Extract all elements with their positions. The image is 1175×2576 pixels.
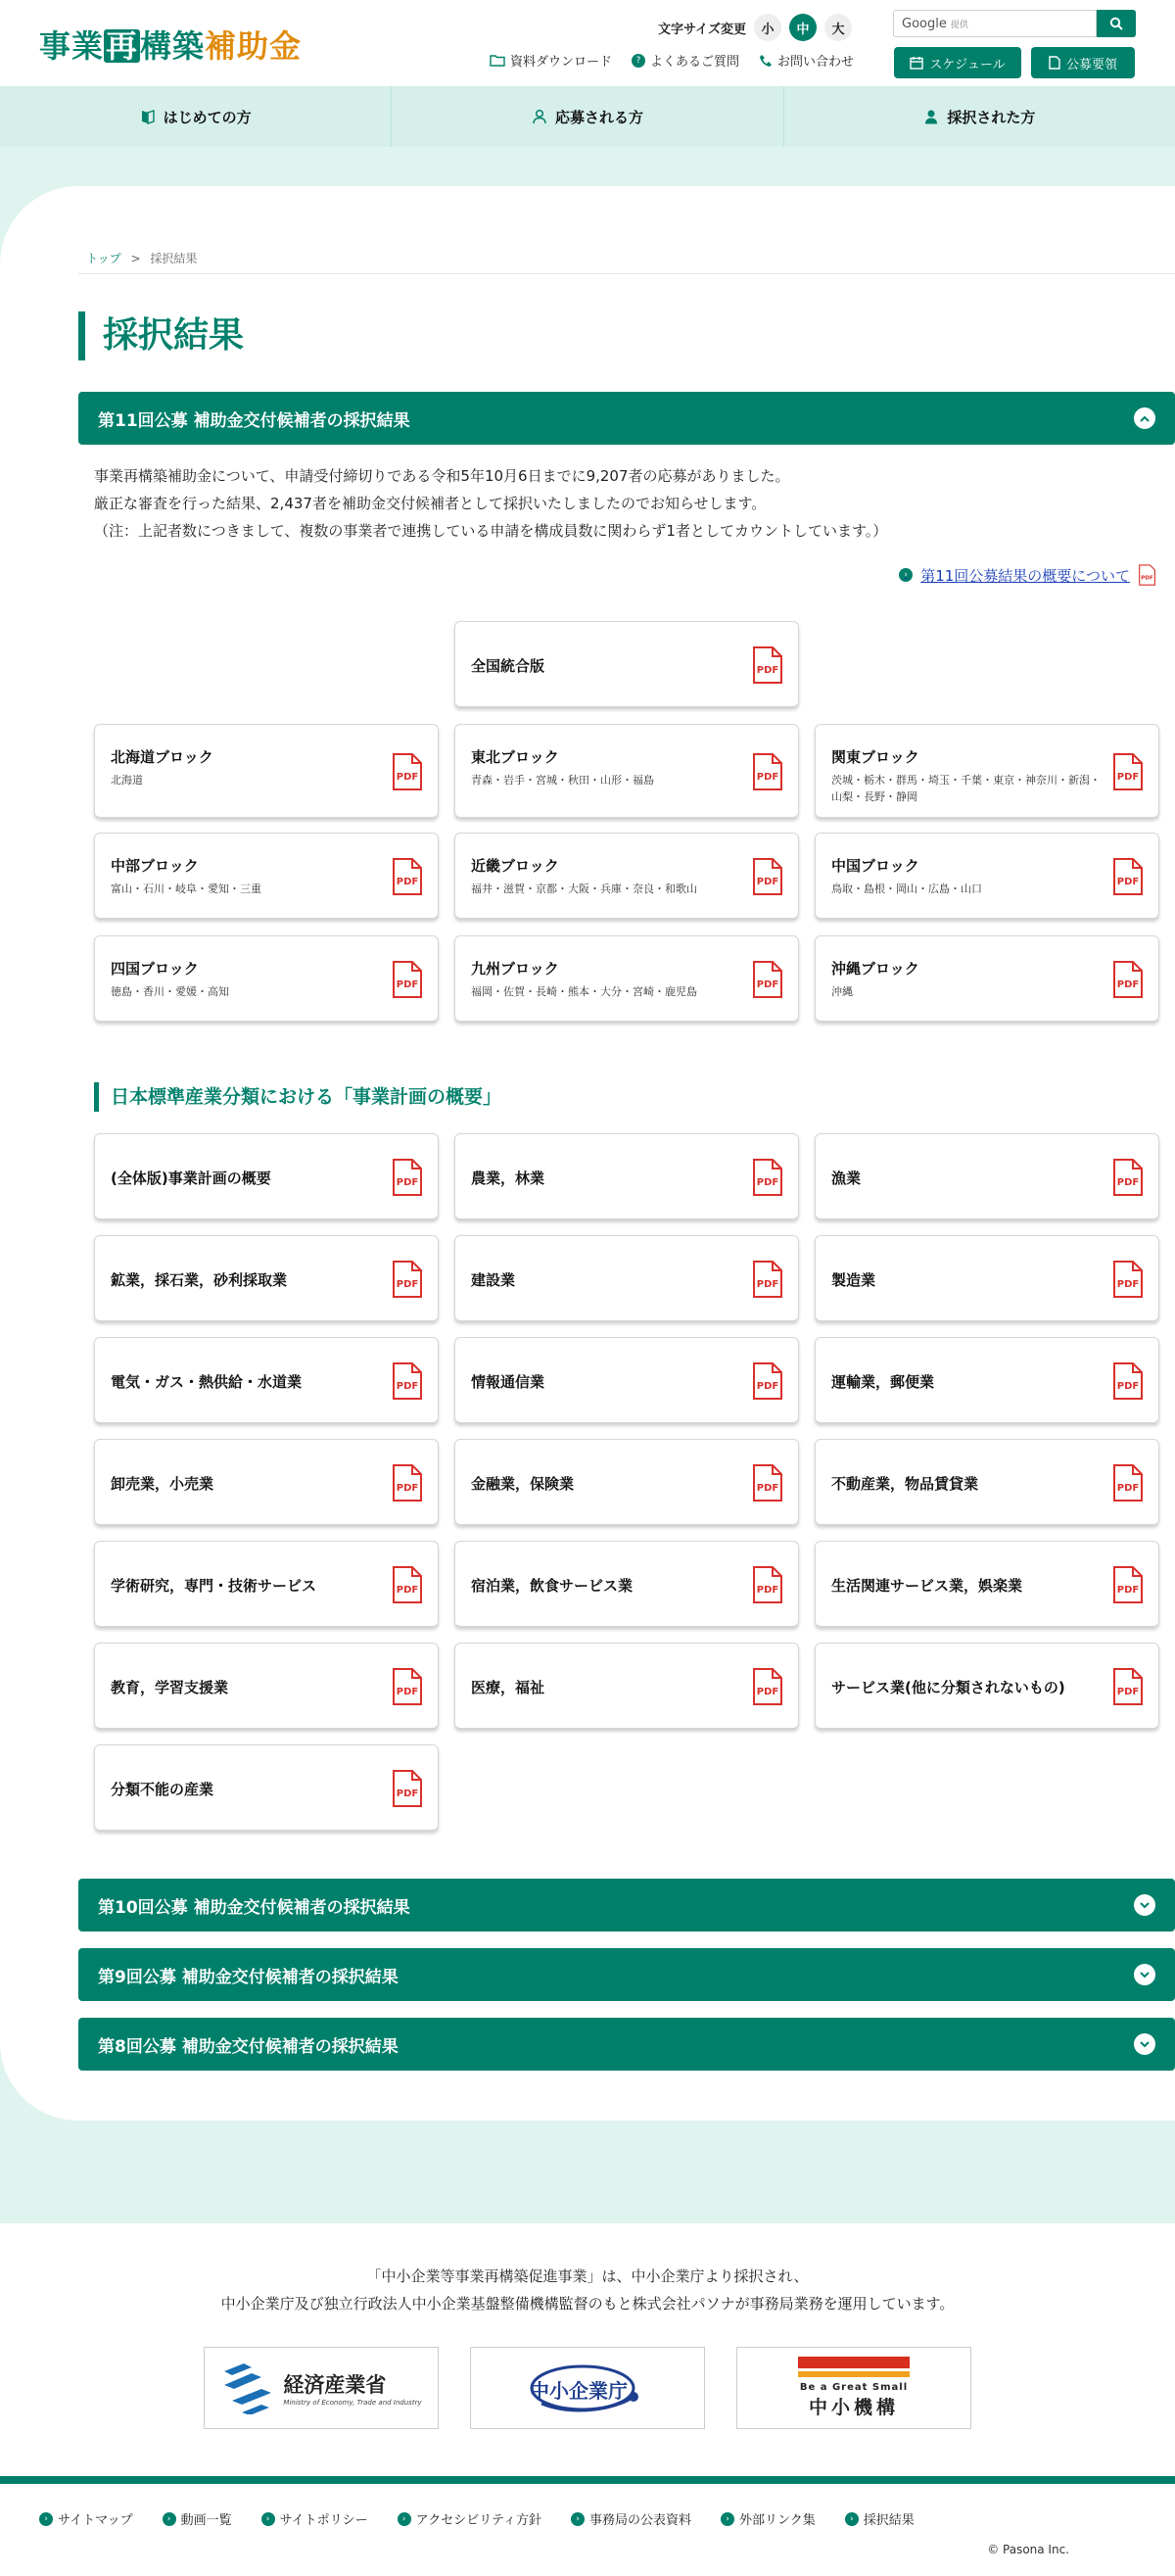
card-title: 全国統合版: [471, 657, 545, 675]
page-title: 採択結果: [78, 311, 244, 360]
svg-text:PDF: PDF: [396, 1585, 419, 1596]
chevron-down-icon: [1134, 2033, 1155, 2055]
search-icon: [1109, 17, 1123, 30]
svg-text:PDF: PDF: [756, 1177, 779, 1188]
accordion-round-11[interactable]: 第11回公募 補助金交付候補者の採択結果: [78, 392, 1175, 445]
pdf-card-industry[interactable]: [815, 1235, 1159, 1321]
breadcrumb-home[interactable]: トップ: [86, 252, 121, 265]
pdf-icon: [1111, 1362, 1143, 1400]
svg-text:PDF: PDF: [1116, 1483, 1140, 1494]
pdf-icon: [751, 858, 782, 895]
pdf-card-industry[interactable]: [454, 1337, 799, 1423]
pdf-card-industry[interactable]: [94, 1235, 439, 1321]
intro-text: 事業再構築補助金について、申請受付締切りである令和5年10月6日までに9,207者の応募がありました。 厳正な審査を行った結果、2,437者を補助金交付候補者として採択いたしましたのでお知らせします。 （注：上記者数につきまして、複数の事業者で連携している申請を構成員数に関わらず1者としてカウントしています。）: [94, 467, 888, 540]
arrow-circle-icon: ›: [39, 2512, 53, 2526]
card-title: 近畿ブロック: [471, 857, 559, 875]
svg-text:PDF: PDF: [1116, 979, 1140, 990]
card-title: 中国ブロック: [831, 857, 919, 875]
card-title: 関東ブロック: [831, 748, 919, 766]
svg-text:PDF: PDF: [756, 1585, 779, 1596]
card-title: 北海道ブロック: [111, 748, 213, 766]
accordion-round-9[interactable]: 第9回公募 補助金交付候補者の採択結果: [78, 1948, 1175, 2001]
font-size-medium-button[interactable]: 中: [789, 14, 817, 41]
pdf-card-block[interactable]: [94, 724, 439, 818]
faq-link[interactable]: ? よくあるご質問: [632, 51, 739, 70]
font-size-large-button[interactable]: 大: [824, 14, 852, 41]
pdf-icon: [391, 753, 422, 790]
card-subtitle: 鳥取・島根・岡山・広島・山口: [831, 883, 982, 895]
nav-item-adopted[interactable]: 採択された方: [784, 86, 1175, 147]
svg-text:PDF: PDF: [396, 979, 419, 990]
download-link[interactable]: 資料ダウンロード: [490, 51, 612, 70]
card-subtitle: 富山・石川・岐阜・愛知・三重: [111, 883, 261, 895]
card-subtitle: 徳島・香川・愛媛・高知: [111, 985, 229, 998]
svg-text:PDF: PDF: [756, 1687, 779, 1697]
card-subtitle: 福岡・佐賀・長崎・熊本・大分・宮崎・鹿児島: [471, 985, 697, 998]
font-size-small-button[interactable]: 小: [754, 14, 781, 41]
pdf-icon: [1111, 961, 1143, 998]
pdf-icon: [751, 1566, 782, 1603]
card-title: 建設業: [471, 1271, 516, 1289]
pdf-card-block[interactable]: [94, 935, 439, 1022]
contact-link[interactable]: お問い合わせ: [759, 51, 854, 70]
card-title: 不動産業，物品賃貸業: [831, 1475, 979, 1493]
card-subtitle: 沖縄: [831, 985, 853, 998]
svg-text:PDF: PDF: [1116, 877, 1140, 887]
pdf-card-block[interactable]: [454, 935, 799, 1022]
question-icon: ?: [632, 54, 645, 68]
pdf-icon: [391, 1566, 422, 1603]
card-title: 学術研究，専門・技術サービス: [111, 1577, 317, 1595]
card-title: 四国ブロック: [111, 960, 199, 978]
breadcrumb: トップ > 採択結果: [86, 252, 198, 265]
document-icon: [1049, 56, 1060, 70]
chevron-down-icon: [1134, 1894, 1155, 1916]
pdf-icon: [751, 646, 782, 684]
meti-logo-icon: [220, 2361, 275, 2414]
card-title: 生活関連サービス業，娯楽業: [831, 1577, 1023, 1595]
card-subtitle: 福井・滋賀・京都・大阪・兵庫・奈良・和歌山: [471, 883, 697, 895]
pdf-card-industry[interactable]: [454, 1235, 799, 1321]
card-subtitle: 北海道: [111, 774, 143, 787]
card-subtitle: 茨城・栃木・群馬・埼玉・千葉・東京・神奈川・新潟・山梨・長野・静岡: [831, 774, 1101, 803]
card-title: 製造業: [831, 1271, 876, 1289]
svg-text:PDF: PDF: [1116, 1585, 1140, 1596]
svg-text:PDF: PDF: [396, 1483, 419, 1494]
accordion-round-10[interactable]: 第10回公募 補助金交付候補者の採択結果: [78, 1879, 1175, 1932]
pdf-icon: [1111, 1566, 1143, 1603]
font-size-label: 文字サイズ変更: [658, 22, 746, 37]
footer-bar: [0, 2476, 1175, 2484]
footer-link[interactable]: › アクセシビリティ方針: [398, 2509, 541, 2528]
phone-icon: [759, 54, 773, 68]
pdf-card-industry[interactable]: [454, 1541, 799, 1627]
card-title: 宿泊業，飲食サービス業: [471, 1577, 634, 1595]
search-button[interactable]: [1097, 10, 1136, 37]
pdf-card-industry[interactable]: [94, 1133, 439, 1219]
copyright: © Pasona Inc.: [987, 2543, 1069, 2556]
pdf-card-industry[interactable]: [94, 1744, 439, 1831]
book-icon: [140, 109, 156, 124]
pdf-card-industry[interactable]: [94, 1337, 439, 1423]
folder-icon: [490, 54, 505, 67]
footer-link[interactable]: › サイトポリシー: [261, 2509, 368, 2528]
arrow-circle-icon: ›: [261, 2512, 275, 2526]
industry-heading: 日本標準産業分類における「事業計画の概要」: [94, 1082, 501, 1112]
pdf-icon: [391, 961, 422, 998]
pdf-card-national[interactable]: [454, 621, 799, 707]
chusho-logo-link[interactable]: 中小企業庁: [470, 2347, 705, 2429]
card-title: 分類不能の産業: [111, 1781, 214, 1798]
pdf-icon: [391, 1159, 422, 1196]
pdf-card-industry[interactable]: [815, 1541, 1159, 1627]
card-title: 沖縄ブロック: [831, 960, 919, 978]
svg-text:PDF: PDF: [756, 979, 779, 990]
arrow-circle-icon: ›: [721, 2512, 734, 2526]
card-title: 卸売業，小売業: [111, 1475, 214, 1493]
search-input[interactable]: Google 提供: [893, 10, 1097, 37]
user-icon: [923, 109, 939, 124]
card-title: サービス業(他に分類されないもの): [831, 1679, 1065, 1696]
nav-item-beginners[interactable]: はじめての方: [0, 86, 392, 147]
svg-text:PDF: PDF: [1116, 772, 1140, 783]
svg-text:PDF: PDF: [1141, 575, 1153, 582]
pdf-card-industry[interactable]: [815, 1337, 1159, 1423]
nav-item-applicants[interactable]: 応募される方: [392, 86, 783, 147]
svg-text:PDF: PDF: [1116, 1381, 1140, 1392]
card-title: 漁業: [831, 1169, 862, 1187]
smrj-logo-link[interactable]: Be a Great Small 中小機構: [736, 2347, 971, 2429]
pdf-icon: [751, 1362, 782, 1400]
pdf-card-block[interactable]: [815, 935, 1159, 1022]
arrow-circle-icon: ›: [571, 2512, 585, 2526]
accordion-round-8[interactable]: 第8回公募 補助金交付候補者の採択結果: [78, 2018, 1175, 2071]
pdf-icon: [391, 1464, 422, 1502]
site-header: [0, 0, 1175, 86]
breadcrumb-divider: [78, 273, 1175, 274]
pdf-icon: [391, 1668, 422, 1705]
smrj-stripe-icon: [798, 2357, 910, 2368]
pdf-icon: [751, 753, 782, 790]
font-size-switcher: [658, 14, 852, 41]
pdf-icon: [1111, 1464, 1143, 1502]
card-title: 九州ブロック: [471, 960, 559, 978]
footer-link[interactable]: › 採択結果: [845, 2509, 915, 2528]
card-title: (全体版)事業計画の概要: [111, 1169, 271, 1187]
card-title: 医療，福祉: [471, 1679, 545, 1696]
footer-link[interactable]: › 事務局の公表資料: [571, 2509, 691, 2528]
chevron-down-icon: [1134, 1964, 1155, 1985]
svg-text:PDF: PDF: [756, 1381, 779, 1392]
footer-link[interactable]: › 外部リンク集: [721, 2509, 816, 2528]
pdf-card-industry[interactable]: [454, 1133, 799, 1219]
card-title: 東北ブロック: [471, 748, 559, 766]
guidelines-button[interactable]: 公募要領: [1031, 47, 1135, 78]
breadcrumb-current: 採択結果: [150, 252, 198, 265]
pdf-icon: [391, 1261, 422, 1298]
svg-text:PDF: PDF: [756, 1483, 779, 1494]
svg-text:PDF: PDF: [1116, 1687, 1140, 1697]
card-title: 鉱業，採石業，砂利採取業: [111, 1271, 288, 1289]
svg-text:PDF: PDF: [396, 1789, 419, 1799]
pdf-card-industry[interactable]: [94, 1643, 439, 1729]
meti-logo-link[interactable]: 経済産業省 Ministry of Economy, Trade and Industry: [204, 2347, 439, 2429]
chevron-up-icon: [1134, 407, 1155, 429]
card-title: 中部ブロック: [111, 857, 199, 875]
card-title: 電気・ガス・熱供給・水道業: [111, 1373, 303, 1391]
card-title: 教育，学習支援業: [111, 1679, 229, 1696]
pdf-card-industry[interactable]: [815, 1643, 1159, 1729]
pdf-card-block[interactable]: [815, 833, 1159, 919]
svg-text:PDF: PDF: [1116, 1279, 1140, 1290]
svg-text:PDF: PDF: [396, 1381, 419, 1392]
svg-text:PDF: PDF: [756, 877, 779, 887]
pdf-icon: [391, 1362, 422, 1400]
svg-text:PDF: PDF: [756, 1279, 779, 1290]
global-nav: [0, 86, 1175, 147]
pdf-small-icon: [1138, 564, 1155, 586]
pdf-icon: [751, 1668, 782, 1705]
pdf-icon: [391, 858, 422, 895]
card-title: 運輸業，郵便業: [831, 1373, 935, 1391]
footer-link[interactable]: › 動画一覧: [163, 2509, 232, 2528]
svg-text:PDF: PDF: [396, 877, 419, 887]
svg-text:PDF: PDF: [1116, 1177, 1140, 1188]
pdf-card-block[interactable]: [454, 833, 799, 919]
footer-links: [39, 2509, 915, 2528]
pdf-card-block[interactable]: [94, 833, 439, 919]
pdf-icon: [1111, 753, 1143, 790]
pdf-card-industry[interactable]: [94, 1541, 439, 1627]
pdf-icon: [1111, 1159, 1143, 1196]
arrow-circle-icon: ›: [163, 2512, 176, 2526]
card-title: 農業，林業: [471, 1169, 545, 1187]
pdf-card-industry[interactable]: [815, 1439, 1159, 1525]
user-outline-icon: [532, 109, 547, 124]
svg-text:PDF: PDF: [396, 1687, 419, 1697]
arrow-circle-icon: ›: [899, 568, 913, 582]
site-search: [893, 10, 1136, 37]
svg-text:PDF: PDF: [396, 772, 419, 783]
card-subtitle: 青森・岩手・宮城・秋田・山形・福島: [471, 774, 654, 787]
pdf-card-block[interactable]: [815, 724, 1159, 818]
svg-text:PDF: PDF: [396, 1279, 419, 1290]
card-title: 情報通信業: [471, 1373, 545, 1391]
calendar-icon: [910, 56, 923, 70]
pdf-card-industry[interactable]: [454, 1643, 799, 1729]
pdf-card-block[interactable]: [454, 724, 799, 818]
schedule-button[interactable]: スケジュール: [894, 47, 1021, 78]
card-title: 金融業，保険業: [471, 1475, 575, 1493]
arrow-circle-icon: ›: [398, 2512, 411, 2526]
summary-link[interactable]: › 第11回公募結果の概要について PDF: [899, 564, 1155, 586]
pdf-icon: [391, 1770, 422, 1807]
footer-link[interactable]: › サイトマップ: [39, 2509, 133, 2528]
site-logo[interactable]: 事業再構築補助金: [39, 27, 303, 65]
pdf-card-industry[interactable]: [94, 1439, 439, 1525]
pdf-icon: [1111, 858, 1143, 895]
pdf-icon: [1111, 1668, 1143, 1705]
arrow-circle-icon: ›: [845, 2512, 859, 2526]
svg-text:PDF: PDF: [396, 1177, 419, 1188]
svg-text:PDF: PDF: [756, 665, 779, 676]
pdf-card-industry[interactable]: [454, 1439, 799, 1525]
footer-note: 「中小企業等事業再構築促進事業」は、中小企業庁より採択され、 中小企業庁及び独立行政法人中小企業基盤整備機構監督のもと株式会社パソナが事務局業務を運用しています。: [220, 2267, 955, 2313]
pdf-icon: [1111, 1261, 1143, 1298]
pdf-icon: [751, 961, 782, 998]
pdf-card-industry[interactable]: [815, 1133, 1159, 1219]
header-links: [490, 51, 854, 70]
svg-text:PDF: PDF: [756, 772, 779, 783]
pdf-icon: [751, 1159, 782, 1196]
pdf-icon: [751, 1464, 782, 1502]
pdf-icon: [751, 1261, 782, 1298]
